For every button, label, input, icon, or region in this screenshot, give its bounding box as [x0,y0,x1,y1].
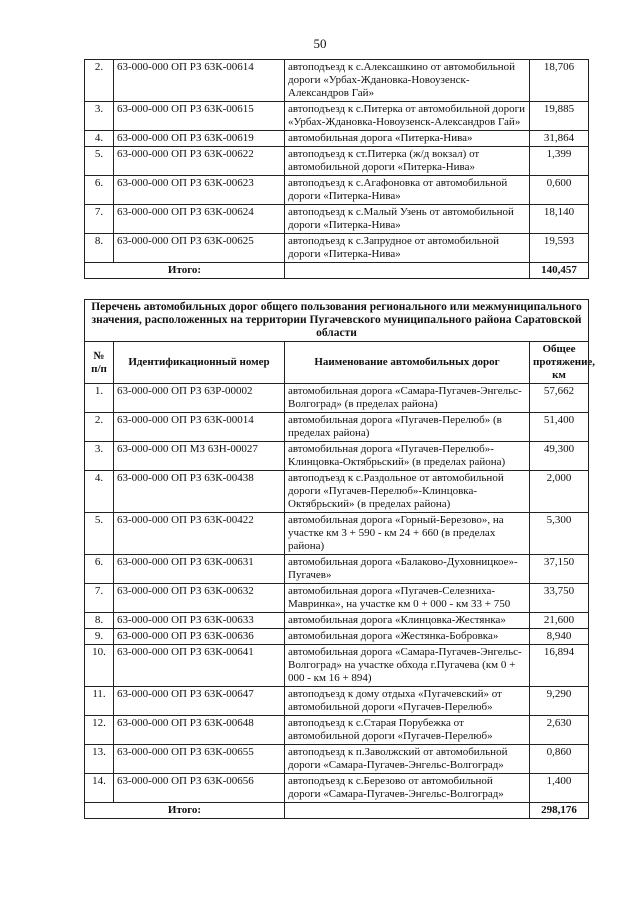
table-row [85,147,589,176]
row-number: 11. [85,687,114,716]
table-row [85,745,589,774]
road-length: 1,400 [530,774,589,803]
table-row [85,384,589,413]
road-id: 63-000-000 ОП РЗ 63К-00619 [114,131,285,147]
road-length: 2,630 [530,716,589,745]
pugachev-roads-table-body [85,384,589,803]
table-row [85,102,589,131]
road-length: 51,400 [530,413,589,442]
road-id: 63-000-000 ОП РЗ 63К-00622 [114,147,285,176]
row-number: 8. [85,234,114,263]
road-name: автомобильная дорога «Горный-Березово», на участке км 3 + 590 - км 24 + 660 (в пределах района) [285,513,530,555]
row-number: 5. [85,147,114,176]
row-number: 6. [85,555,114,584]
row-number: 6. [85,176,114,205]
row-number: 3. [85,102,114,131]
road-name: автоподъезд к с.Старая Порубежка от автомобильной дороги «Пугачев-Перелюб» [285,716,530,745]
road-name: автомобильная дорога «Жестянка-Бобровка» [285,629,530,645]
header-number: № п/п [85,342,114,384]
road-name: автомобильная дорога «Балаково-Духовницкое»-Пугачев» [285,555,530,584]
road-id: 63-000-000 ОП РЗ 63К-00633 [114,613,285,629]
road-id: 63-000-000 ОП РЗ 63К-00648 [114,716,285,745]
road-length: 9,290 [530,687,589,716]
road-id: 63-000-000 ОП РЗ 63К-00631 [114,555,285,584]
road-length: 19,593 [530,234,589,263]
road-id: 63-000-000 ОП РЗ 63К-00422 [114,513,285,555]
road-name: автоподъезд к дому отдыха «Пугачевский» от автомобильной дороги «Пугачев-Перелюб» [285,687,530,716]
road-name: автомобильная дорога «Пугачев-Перелюб» (в пределах района) [285,413,530,442]
road-length: 57,662 [530,384,589,413]
road-id: 63-000-000 ОП РЗ 63К-00655 [114,745,285,774]
road-length: 16,894 [530,645,589,687]
road-id: 63-000-000 ОП РЗ 63К-00623 [114,176,285,205]
row-number: 9. [85,629,114,645]
road-id: 63-000-000 ОП РЗ 63К-00647 [114,687,285,716]
table-row [85,471,589,513]
row-number: 8. [85,613,114,629]
road-name: автомобильная дорога «Питерка-Нива» [285,131,530,147]
road-name: автомобильная дорога «Пугачев-Селезниха-Мавринка», на участке км 0 + 000 - км 33 + 750 [285,584,530,613]
road-name: автомобильная дорога «Самара-Пугачев-Энгельс-Волгоград» (в пределах района) [285,384,530,413]
table-row [85,131,589,147]
road-length: 18,706 [530,60,589,102]
table-row [85,413,589,442]
row-number: 4. [85,131,114,147]
total-label: Итого: [85,263,285,279]
row-number: 2. [85,60,114,102]
table-row [85,442,589,471]
total-row [85,803,589,819]
road-length: 2,000 [530,471,589,513]
row-number: 4. [85,471,114,513]
row-number: 3. [85,442,114,471]
road-length: 31,864 [530,131,589,147]
table-row [85,234,589,263]
road-id: 63-000-000 ОП РЗ 63К-00438 [114,471,285,513]
road-length: 18,140 [530,205,589,234]
road-length: 0,860 [530,745,589,774]
road-name: автомобильная дорога «Пугачев-Перелюб»-Клинцовка-Октябрьский» (в пределах района) [285,442,530,471]
road-length: 49,300 [530,442,589,471]
road-length: 8,940 [530,629,589,645]
header-length: Общее протяжение, км [530,342,589,384]
road-id: 63-000-000 ОП РЗ 63К-00656 [114,774,285,803]
header-row [85,342,589,384]
row-number: 13. [85,745,114,774]
row-number: 10. [85,645,114,687]
roads-table-continued-body [85,60,589,263]
row-number: 5. [85,513,114,555]
road-length: 19,885 [530,102,589,131]
row-number: 12. [85,716,114,745]
row-number: 1. [85,384,114,413]
road-id: 63-000-000 ОП РЗ 63К-00625 [114,234,285,263]
road-name: автоподъезд к с.Березово от автомобильной дороги «Самара-Пугачев-Энгельс-Волгоград» [285,774,530,803]
roads-table-continued [84,59,589,279]
road-name: автоподъезд к с.Агафоновка от автомобильной дороги «Питерка-Нива» [285,176,530,205]
road-length: 1,399 [530,147,589,176]
road-id: 63-000-000 ОП РЗ 63К-00615 [114,102,285,131]
table-row [85,716,589,745]
table-row [85,555,589,584]
table-row [85,513,589,555]
total-spacer [285,263,530,279]
road-id: 63-000-000 ОП РЗ 63К-00624 [114,205,285,234]
table-row [85,645,589,687]
table-row [85,613,589,629]
table-row [85,176,589,205]
table-row [85,774,589,803]
total-value: 140,457 [530,263,589,279]
total-row [85,263,589,279]
road-length: 37,150 [530,555,589,584]
header-id: Идентификационный номер [114,342,285,384]
row-number: 7. [85,584,114,613]
road-name: автоподъезд к с.Малый Узень от автомобильной дороги «Питерка-Нива» [285,205,530,234]
table-row [85,687,589,716]
total-label: Итого: [85,803,285,819]
table-row [85,60,589,102]
row-number: 7. [85,205,114,234]
row-number: 2. [85,413,114,442]
road-id: 63-000-000 ОП МЗ 63Н-00027 [114,442,285,471]
road-name: автомобильная дорога «Самара-Пугачев-Энгельс-Волгоград» на участке обхода г.Пугачева (км 0 + 000 - км 16 + 894) [285,645,530,687]
road-name: автоподъезд к с.Запрудное от автомобильной дороги «Питерка-Нива» [285,234,530,263]
road-id: 63-000-000 ОП РЗ 63К-00614 [114,60,285,102]
road-name: автомобильная дорога «Клинцовка-Жестянка» [285,613,530,629]
road-name: автоподъезд к с.Алексашкино от автомобильной дороги «Урбах-Ждановка-Новоузенск-Александров Гай» [285,60,530,102]
road-name: автоподъезд к с.Питерка от автомобильной дороги «Урбах-Ждановка-Новоузенск-Александров Гай» [285,102,530,131]
road-length: 0,600 [530,176,589,205]
section-heading-row [85,300,589,342]
total-value: 298,176 [530,803,589,819]
page-number: 50 [313,36,327,51]
row-number: 14. [85,774,114,803]
total-spacer [285,803,530,819]
header-name: Наименование автомобильных дорог [285,342,530,384]
road-name: автоподъезд к ст.Питерка (ж/д вокзал) от автомобильной дороги «Питерка-Нива» [285,147,530,176]
pugachev-roads-table [84,299,596,819]
road-name: автоподъезд к п.Заволжский от автомобильной дороги «Самара-Пугачев-Энгельс-Волгоград» [285,745,530,774]
road-length: 21,600 [530,613,589,629]
road-id: 63-000-000 ОП РЗ 63К-00632 [114,584,285,613]
road-id: 63-000-000 ОП РЗ 63Р-00002 [114,384,285,413]
road-length: 33,750 [530,584,589,613]
table-row [85,629,589,645]
road-length: 5,300 [530,513,589,555]
table-row [85,584,589,613]
road-id: 63-000-000 ОП РЗ 63К-00636 [114,629,285,645]
road-id: 63-000-000 ОП РЗ 63К-00641 [114,645,285,687]
road-id: 63-000-000 ОП РЗ 63К-00014 [114,413,285,442]
table-row [85,205,589,234]
section-heading: Перечень автомобильных дорог общего пользования регионального или межмуниципального значения, расположенных на территории Пугачевского муниципального района Саратовской области [85,300,589,342]
road-name: автоподъезд к с.Раздольное от автомобильной дороги «Пугачев-Перелюб»-Клинцовка-Октябрьский» (в пределах района) [285,471,530,513]
